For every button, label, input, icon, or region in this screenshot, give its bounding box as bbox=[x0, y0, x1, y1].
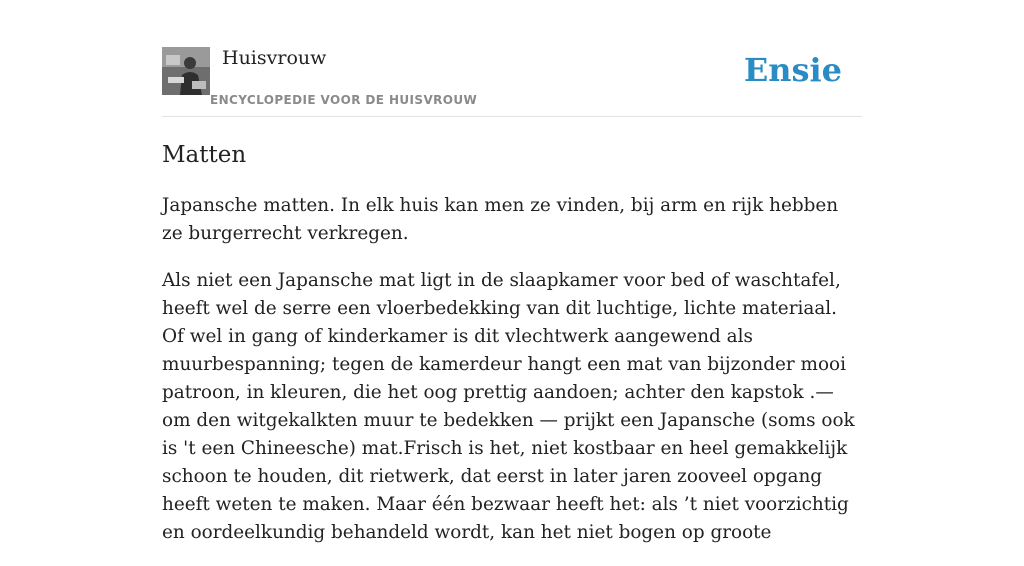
article-paragraph: Japansche matten. In elk huis kan men ze vinden, bij arm en rijk hebben ze burgerrecht verkregen. bbox=[162, 195, 839, 244]
brand-logo[interactable]: Ensie bbox=[743, 51, 842, 89]
avatar[interactable] bbox=[162, 47, 210, 95]
source-subtitle: ENCYCLOPEDIE VOOR DE HUISVROUW bbox=[210, 93, 478, 107]
article-body bbox=[162, 192, 862, 566]
source-header bbox=[162, 46, 862, 117]
article-paragraph: Als niet een Japansche mat ligt in de slaapkamer voor bed of waschtafel, heeft wel de serre een vloerbedekking van dit luchtige, lichte materiaal. Of wel in gang of kinderkamer is dit vlechtwerk aangewend als muurbespanning; tegen de kamerdeur hangt een mat van bijzonder mooi patroon, in kleuren, die het oog prettig aandoen; achter den kapstok .— om den witgekalkten muur te bedekken — prijkt een Japansche (soms ook is 't een Chineesche) mat.Frisch is het, niet kostbaar en heel gemakkelijk schoon te houden, dit rietwerk, dat eerst in later jaren zooveel opgang heeft weten te maken. Maar één bezwaar heeft het: als ’t niet voorzichtig en oordeelkundig behandeld wordt, kan het niet bogen op groote bbox=[162, 270, 855, 543]
source-name[interactable]: Huisvrouw bbox=[222, 47, 327, 69]
article-title: Matten bbox=[162, 142, 247, 168]
avatar-photo-icon bbox=[162, 47, 210, 95]
